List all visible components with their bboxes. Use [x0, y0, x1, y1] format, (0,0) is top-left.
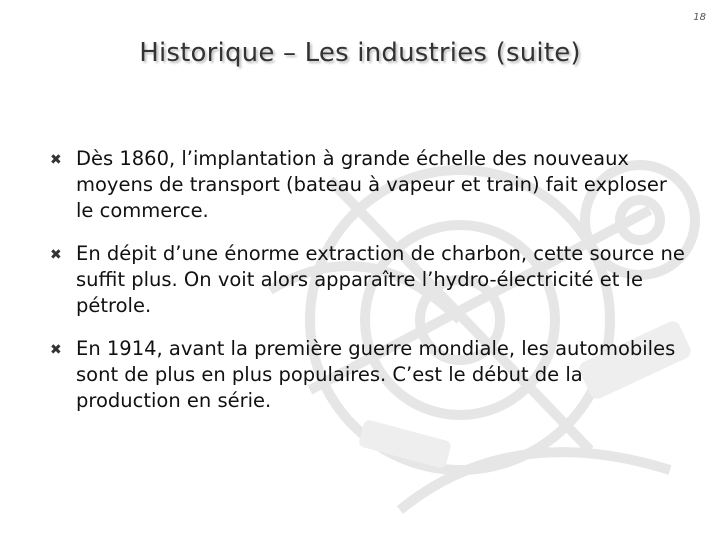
x-mark-icon: ✖	[50, 152, 62, 168]
page-number: 18	[693, 12, 706, 23]
bullet-text: En dépit d’une énorme extraction de charbon, cette source ne suffit plus. On voit alors apparaître l’hydro-électricité et le pétrole.	[76, 242, 685, 317]
x-mark-icon: ✖	[50, 247, 62, 263]
list-item	[50, 146, 690, 224]
slide-title	[0, 38, 720, 68]
bullet-text: Dès 1860, l’implantation à grande échelle des nouveaux moyens de transport (bateau à vapeur et train) fait exploser le commerce.	[76, 147, 667, 222]
bullet-text: En 1914, avant la première guerre mondiale, les automobiles sont de plus en plus populaires. C’est le début de la production en série.	[76, 337, 676, 412]
x-mark-icon: ✖	[50, 342, 62, 358]
slide-title-text: Historique – Les industries (suite)	[139, 38, 581, 68]
list-item	[50, 336, 690, 414]
bullet-list	[50, 146, 690, 431]
list-item	[50, 241, 690, 319]
